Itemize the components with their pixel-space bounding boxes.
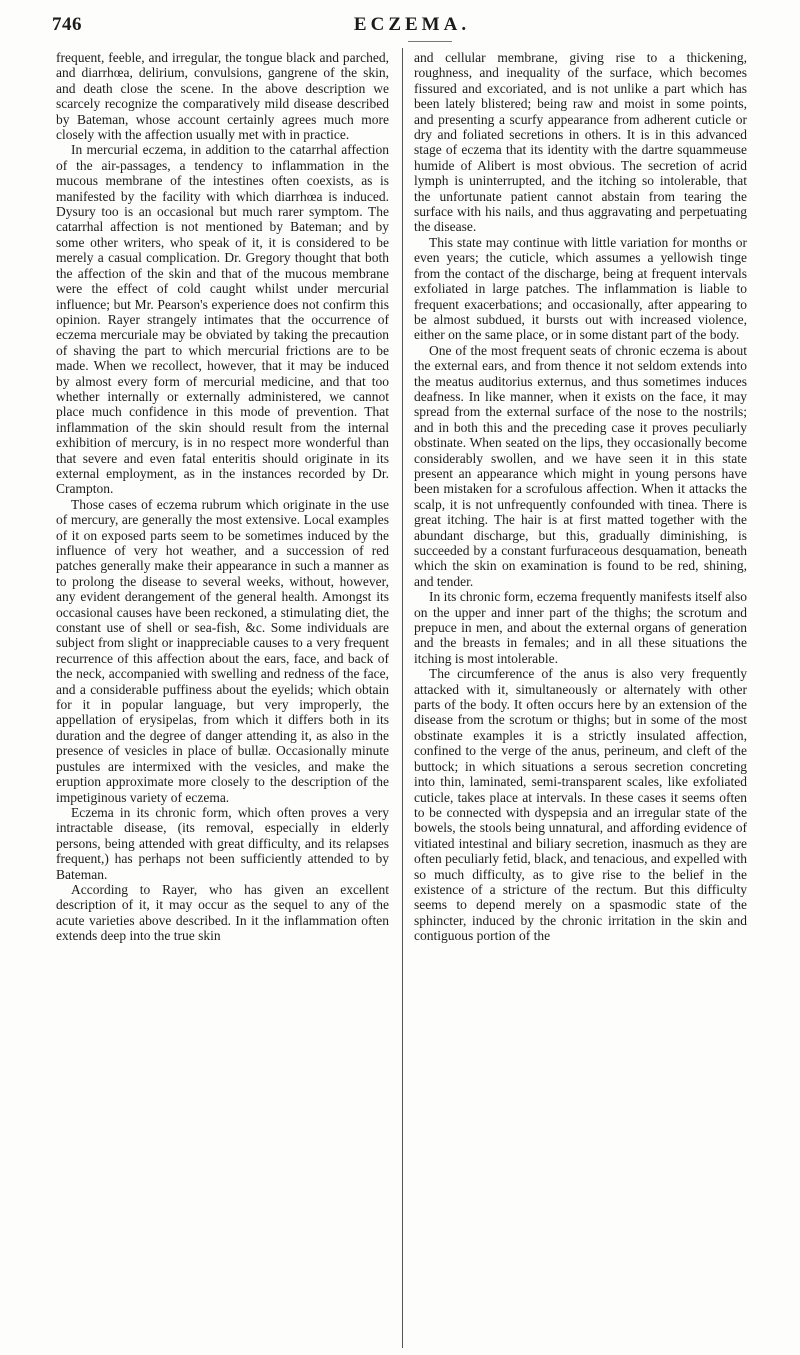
page-header (52, 14, 772, 44)
running-head: ECZEMA. (353, 14, 471, 35)
paragraph: Those cases of eczema rubrum which originate in the use of mercury, are generally the most extensive. Local examples of it on exposed parts seem to be sometimes induced by the influence of very hot weather, and a succession of red patches generally make their appearance in such a manner as to prolong the disease to several weeks, without, however, any evident derangement of the general health. Amongst its occasional causes have been reckoned, a stimulating diet, the constant use of shell or sea-fish, &c. Some individuals are subject from slight or inappreciable causes to a very frequent recurrence of this affection about the ears, face, and back of the neck, accompanied with swelling and redness of the face, and a considerable puffiness about the eyelids; which obtain for it in popular language, but very improperly, the appellation of erysipelas, from which it differs both in its duration and the degree of danger attending it, as also in the presence of vesicles in place of bullæ. Occasionally minute pustules are intermixed with the vesicles, and make the eruption approximate more closely to the description of the impetiginous variety of eczema. (56, 496, 389, 805)
header-ornament (408, 41, 452, 42)
page-number: 746 (52, 14, 82, 35)
paragraph: In mercurial eczema, in addition to the catarrhal affection of the air-passages, a tendency to inflammation in the mucous membrane of the intestines often coexists, as is manifested by the facility with which diarrhœa is induced. Dysury too is an occasional but much rarer symptom. The catarrhal affection is not mentioned by Bateman; and by some other writers, who speak of it, it is considered to be merely a casual complication. Dr. Gregory thought that both the affection of the skin and that of the mucous membrane were the effect of cold caught whilst under mercurial influence; but Mr. Pearson's experience does not confirm this opinion. Rayer strangely intimates that the occurrence of eczema mercuriale may be obviated by taking the precaution of shaving the part to which mercurial frictions are to be made. When we recollect, however, that it may be induced by almost every form of mercurial medicine, and that too whether internally or externally administered, we cannot place much confidence in this mode of prevention. That inflammation of the skin should result from the internal exhibition of mercury, is in no respect more wonderful than that severe and even fatal enteritis should originate in its external employment, as in the instances recorded by Dr. Crampton. (56, 142, 389, 497)
paragraph: In its chronic form, eczema frequently manifests itself also on the upper and inner part of the thighs; the scrotum and prepuce in men, and about the external organs of generation and the breasts in females; and in all these situations the itching is most intolerable. (414, 589, 747, 666)
paragraph: According to Rayer, who has given an excellent description of it, it may occur as the sequel to any of the acute varieties above described. In it the inflammation often extends deep into the true skin (56, 881, 389, 944)
paragraph: This state may continue with little variation for months or even years; the cuticle, which assumes a yellowish tinge from the contact of the discharge, being at frequent intervals exfoliated in large patches. The inflammation is liable to frequent exacerbations; and occasionally, after appearing to be almost subdued, it bursts out with increased violence, either on the same place, or in some distant part of the body. (414, 234, 747, 343)
paragraph: and cellular membrane, giving rise to a thickening, roughness, and inequality of the surface, which becomes fissured and excoriated, and is not unlike a part which has been lately blistered; being raw and moist in some points, and presenting a scurfy appearance from adherent cuticle or dry and foliated secretions in others. It is in this advanced stage of eczema that its identity with the dartre squammeuse humide of Alibert is most obvious. The secretion of acrid lymph is uninterrupted, and the itching so intolerable, that the unfortunate patient cannot abstain from tearing the surface with his nails, and thus aggravating and perpetuating the disease. (414, 50, 747, 235)
column-divider (402, 48, 403, 1348)
left-column (56, 50, 389, 944)
paragraph: Eczema in its chronic form, which often proves a very intractable disease, (its removal, especially in elderly persons, being attended with great difficulty, and its relapses frequent,) has perhaps not been sufficiently attended to by Bateman. (56, 804, 389, 882)
right-column (414, 50, 747, 944)
paragraph: The circumference of the anus is also very frequently attacked with it, simultaneously or alternately with other parts of the body. It often occurs here by an extension of the disease from the scrotum or thighs; but in some of the most obstinate examples it is a strictly insulated affection, confined to the verge of the anus, perineum, and cleft of the buttock; in which situations a serous secretion concreting into thin, laminated, semi-transparent scales, like exfoliated cuticle, takes place at intervals. In these cases it seems often to be connected with dyspepsia and an irregular state of the bowels, the stools being unnatural, and affording evidence of vitiated intestinal and biliary secretion, inasmuch as they are often peculiarly fetid, black, and tenacious, and expelled with so much difficulty, as to give rise to the belief in the existence of a stricture of the rectum. But this difficulty seems to depend merely on a spasmodic state of the sphincter, induced by the chronic irritation in the skin and contiguous portion of the (414, 666, 747, 944)
paragraph: frequent, feeble, and irregular, the tongue black and parched, and diarrhœa, delirium, convulsions, gangrene of the skin, and death close the scene. In the above description we scarcely recognize the comparatively mild disease described by Bateman, whose account certainly agrees much more closely with the affection usually met with in practice. (56, 50, 389, 143)
paragraph: One of the most frequent seats of chronic eczema is about the external ears, and from thence it not seldom extends into the meatus auditorius externus, and thus sometimes induces deafness. In like manner, when it exists on the face, it may spread from the external surface of the nose to the nostrils; and in both this and the preceding case it proves peculiarly obstinate. When seated on the lips, they occasionally become considerably swollen, and we have seen it in this state present an appearance which might in young persons have been mistaken for a scrofulous affection. When it attacks the scalp, it is not unfrequently confounded with tinea. There is great itching. The hair is at first matted together with the abundant discharge, but this, gradually diminishing, is succeeded by a constant furfuraceous desquamation, beneath which the skin on examination is found to be red, shining, and tender. (414, 342, 747, 589)
